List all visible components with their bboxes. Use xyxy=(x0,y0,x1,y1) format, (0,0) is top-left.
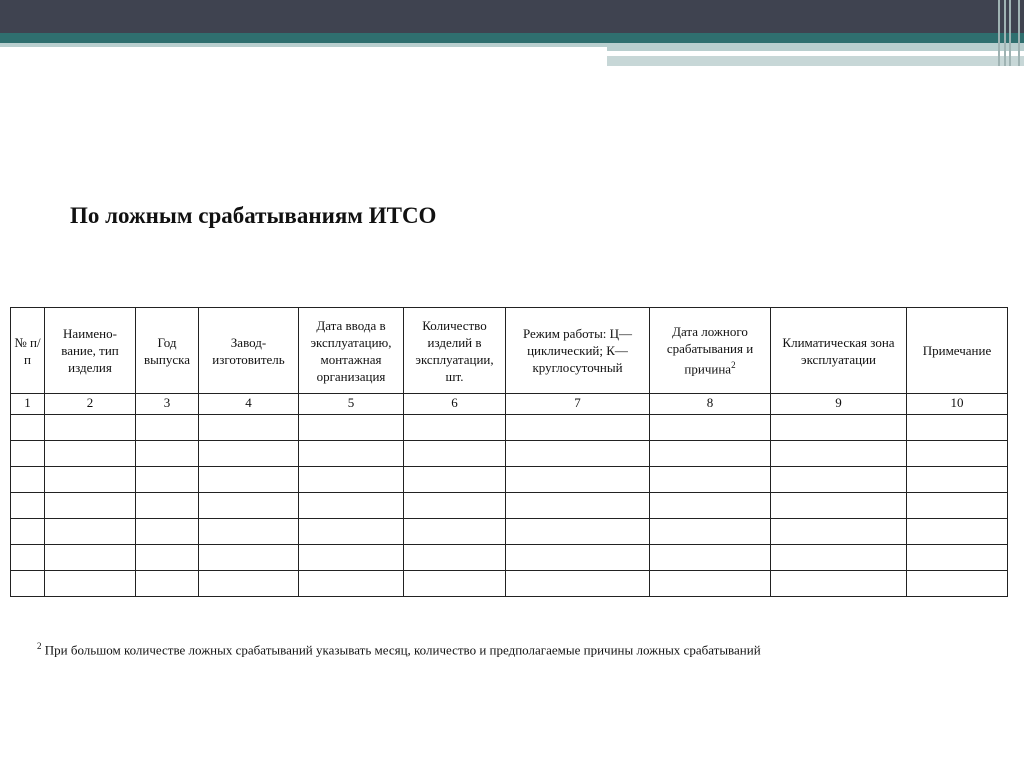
table-cell xyxy=(506,415,650,441)
column-number-row xyxy=(11,394,1008,415)
table-cell xyxy=(199,493,299,519)
table-cell xyxy=(136,415,199,441)
table-cell xyxy=(11,571,45,597)
table-cell xyxy=(11,545,45,571)
table-cell xyxy=(299,467,404,493)
column-number: 4 xyxy=(199,394,299,415)
table-cell xyxy=(771,467,907,493)
footnote-ref: 2 xyxy=(731,360,736,371)
table-cell xyxy=(650,441,771,467)
header-band-teal xyxy=(0,33,1024,43)
table-cell xyxy=(506,571,650,597)
table-cell xyxy=(771,441,907,467)
table-cell xyxy=(136,467,199,493)
table-cell xyxy=(199,545,299,571)
table-cell xyxy=(907,545,1008,571)
table-cell xyxy=(136,493,199,519)
table-row xyxy=(11,467,1008,493)
table-cell xyxy=(45,519,136,545)
table-cell xyxy=(650,571,771,597)
table-cell xyxy=(299,441,404,467)
header-cell: Завод-изготовитель xyxy=(199,308,299,394)
table-cell xyxy=(650,493,771,519)
header-cell: Примечание xyxy=(907,308,1008,394)
table-cell xyxy=(11,467,45,493)
page-title: По ложным срабатываниям ИТСО xyxy=(70,203,437,228)
column-number: 2 xyxy=(45,394,136,415)
table-cell xyxy=(506,545,650,571)
table-cell xyxy=(506,493,650,519)
table-cell xyxy=(404,493,506,519)
table-cell xyxy=(136,441,199,467)
table-cell xyxy=(404,545,506,571)
column-number: 1 xyxy=(11,394,45,415)
column-number: 3 xyxy=(136,394,199,415)
table-cell xyxy=(650,519,771,545)
header-cell: Количество изделий в эксплуатации, шт. xyxy=(404,308,506,394)
table-cell xyxy=(299,545,404,571)
header-cell: № п/п xyxy=(11,308,45,394)
table-cell xyxy=(907,467,1008,493)
table-cell xyxy=(907,571,1008,597)
table-cell xyxy=(45,467,136,493)
table-cell xyxy=(45,415,136,441)
table-cell xyxy=(771,493,907,519)
table-cell xyxy=(404,415,506,441)
footnote-mark: 2 xyxy=(37,641,42,651)
header-band-highlight xyxy=(830,52,950,55)
table-cell xyxy=(45,441,136,467)
table-cell xyxy=(650,545,771,571)
column-number: 7 xyxy=(506,394,650,415)
table-cell xyxy=(650,415,771,441)
table-row xyxy=(11,441,1008,467)
table-cell xyxy=(11,415,45,441)
table-cell xyxy=(907,415,1008,441)
table-cell xyxy=(404,571,506,597)
table-cell xyxy=(907,493,1008,519)
header-band-dark xyxy=(0,0,1024,33)
table-row xyxy=(11,571,1008,597)
table-cell xyxy=(771,519,907,545)
header-band-light-lower xyxy=(607,56,1024,66)
table-cell xyxy=(45,493,136,519)
table-cell xyxy=(506,467,650,493)
table-cell xyxy=(771,415,907,441)
table-cell xyxy=(771,545,907,571)
footnote-text: При большом количестве ложных срабатываний указывать месяц, количество и предполагаемые причины ложных срабатываний xyxy=(44,642,761,658)
table-row xyxy=(11,545,1008,571)
report-table xyxy=(10,307,1008,597)
table-cell xyxy=(11,441,45,467)
table-cell xyxy=(136,545,199,571)
table-cell xyxy=(199,571,299,597)
column-number: 8 xyxy=(650,394,771,415)
table-cell xyxy=(299,571,404,597)
table-body xyxy=(11,415,1008,597)
table-row xyxy=(11,493,1008,519)
table-row xyxy=(11,519,1008,545)
table-cell xyxy=(199,519,299,545)
header-cell: Режим работы: Ц—циклический; К—круглосуточный xyxy=(506,308,650,394)
header-cell: Год выпуска xyxy=(136,308,199,394)
header-vertical-lines xyxy=(996,0,1024,66)
table-cell xyxy=(299,493,404,519)
header-cell: Дата ввода в эксплуатацию, монтажная организация xyxy=(299,308,404,394)
table-cell xyxy=(199,415,299,441)
table-cell xyxy=(136,519,199,545)
table-cell xyxy=(404,519,506,545)
header-cell: Наимено-вание, тип изделия xyxy=(45,308,136,394)
table-cell xyxy=(199,467,299,493)
table-cell xyxy=(11,519,45,545)
table-cell xyxy=(199,441,299,467)
table-cell xyxy=(11,493,45,519)
header-band-light-right xyxy=(607,43,1024,51)
table-cell xyxy=(506,441,650,467)
header-band-light xyxy=(0,43,607,47)
column-number: 9 xyxy=(771,394,907,415)
column-number: 6 xyxy=(404,394,506,415)
table-cell xyxy=(299,519,404,545)
table-cell xyxy=(650,467,771,493)
table-row xyxy=(11,415,1008,441)
table-header-row xyxy=(11,308,1008,394)
table-cell xyxy=(506,519,650,545)
table-cell xyxy=(404,467,506,493)
table-cell xyxy=(136,571,199,597)
table-cell xyxy=(299,415,404,441)
header-cell: Дата ложного срабатывания и причина$^2$ xyxy=(650,308,771,394)
table-cell xyxy=(45,545,136,571)
column-number: 10 xyxy=(907,394,1008,415)
header-cell: Климатическая зона эксплуатации xyxy=(771,308,907,394)
table-cell xyxy=(907,519,1008,545)
table-cell xyxy=(404,441,506,467)
footnote xyxy=(37,641,761,658)
table-cell xyxy=(771,571,907,597)
table-cell xyxy=(907,441,1008,467)
column-number: 5 xyxy=(299,394,404,415)
table-cell xyxy=(45,571,136,597)
